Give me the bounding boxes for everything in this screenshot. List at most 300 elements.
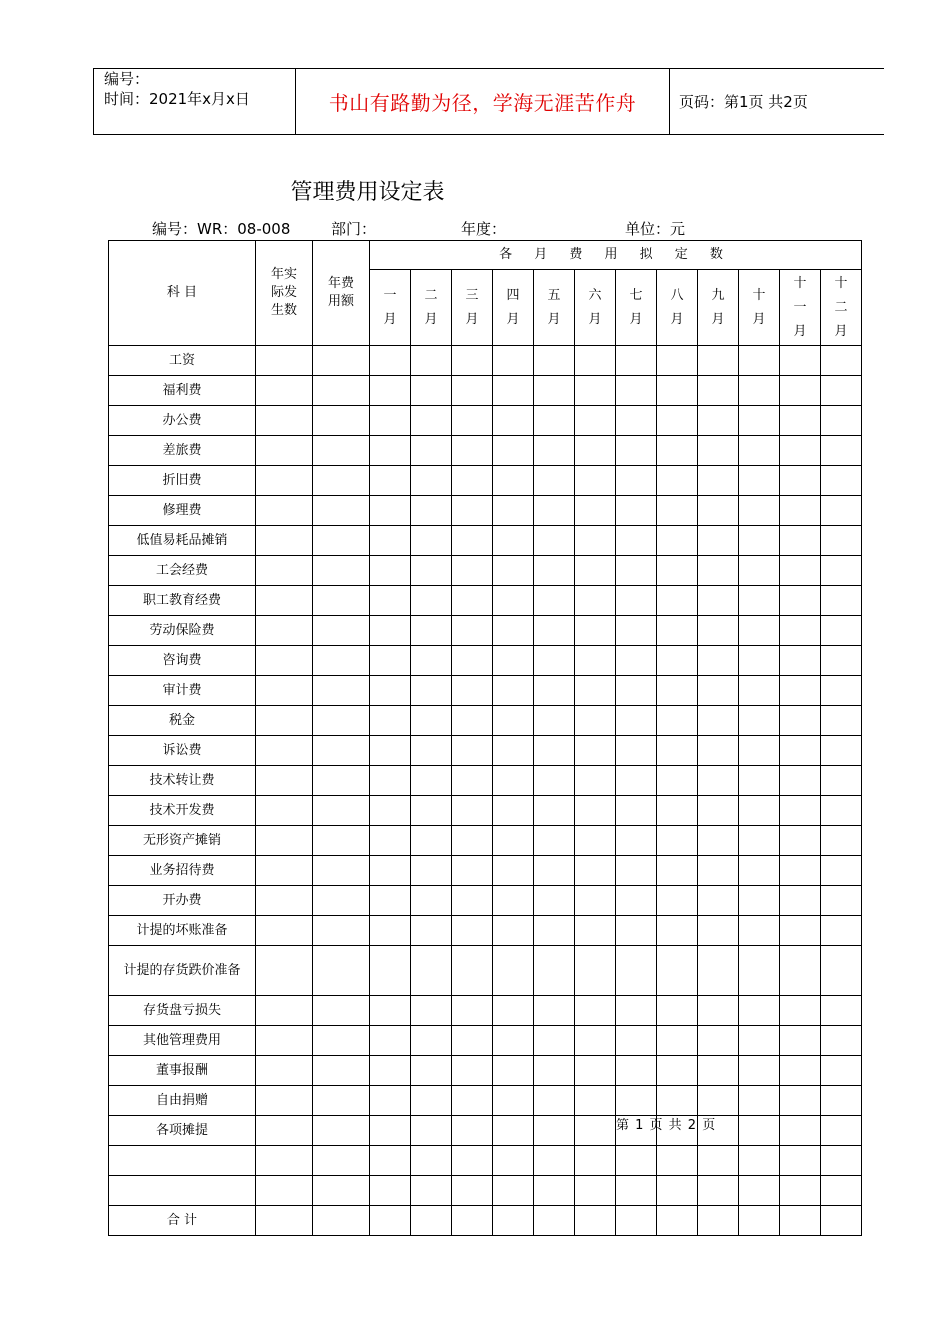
value-cell[interactable] xyxy=(657,1056,698,1086)
value-cell[interactable] xyxy=(370,466,411,496)
value-cell[interactable] xyxy=(698,1146,739,1176)
value-cell[interactable] xyxy=(411,406,452,436)
value-cell[interactable] xyxy=(534,706,575,736)
value-cell[interactable] xyxy=(821,706,862,736)
value-cell[interactable] xyxy=(313,616,370,646)
value-cell[interactable] xyxy=(493,646,534,676)
value-cell[interactable] xyxy=(821,996,862,1026)
value-cell[interactable] xyxy=(780,406,821,436)
value-cell[interactable] xyxy=(534,1176,575,1206)
value-cell[interactable] xyxy=(575,376,616,406)
value-cell[interactable] xyxy=(452,1026,493,1056)
value-cell[interactable] xyxy=(616,1146,657,1176)
value-cell[interactable] xyxy=(411,1146,452,1176)
value-cell[interactable] xyxy=(780,856,821,886)
value-cell[interactable] xyxy=(411,526,452,556)
value-cell[interactable] xyxy=(256,706,313,736)
value-cell[interactable] xyxy=(256,946,313,996)
value-cell[interactable] xyxy=(575,856,616,886)
value-cell[interactable] xyxy=(534,736,575,766)
value-cell[interactable] xyxy=(575,346,616,376)
value-cell[interactable] xyxy=(256,886,313,916)
value-cell[interactable] xyxy=(616,916,657,946)
value-cell[interactable] xyxy=(411,1176,452,1206)
value-cell[interactable] xyxy=(313,706,370,736)
value-cell[interactable] xyxy=(739,616,780,646)
value-cell[interactable] xyxy=(739,436,780,466)
value-cell[interactable] xyxy=(739,1146,780,1176)
value-cell[interactable] xyxy=(657,856,698,886)
value-cell[interactable] xyxy=(780,436,821,466)
value-cell[interactable] xyxy=(313,1116,370,1146)
value-cell[interactable] xyxy=(256,826,313,856)
value-cell[interactable] xyxy=(370,526,411,556)
value-cell[interactable] xyxy=(739,1056,780,1086)
value-cell[interactable] xyxy=(411,736,452,766)
value-cell[interactable] xyxy=(534,766,575,796)
value-cell[interactable] xyxy=(657,616,698,646)
value-cell[interactable] xyxy=(493,436,534,466)
value-cell[interactable] xyxy=(493,796,534,826)
value-cell[interactable] xyxy=(575,406,616,436)
value-cell[interactable] xyxy=(821,796,862,826)
value-cell[interactable] xyxy=(616,1086,657,1116)
value-cell[interactable] xyxy=(534,466,575,496)
value-cell[interactable] xyxy=(493,886,534,916)
value-cell[interactable] xyxy=(780,1026,821,1056)
value-cell[interactable] xyxy=(256,916,313,946)
value-cell[interactable] xyxy=(616,526,657,556)
value-cell[interactable] xyxy=(821,376,862,406)
value-cell[interactable] xyxy=(493,1086,534,1116)
value-cell[interactable] xyxy=(256,1086,313,1116)
value-cell[interactable] xyxy=(657,736,698,766)
value-cell[interactable] xyxy=(698,616,739,646)
value-cell[interactable] xyxy=(534,916,575,946)
value-cell[interactable] xyxy=(821,826,862,856)
value-cell[interactable] xyxy=(534,676,575,706)
value-cell[interactable] xyxy=(313,346,370,376)
value-cell[interactable] xyxy=(452,586,493,616)
value-cell[interactable] xyxy=(657,646,698,676)
value-cell[interactable] xyxy=(657,1176,698,1206)
value-cell[interactable] xyxy=(370,676,411,706)
value-cell[interactable] xyxy=(575,1116,616,1146)
value-cell[interactable] xyxy=(780,796,821,826)
value-cell[interactable] xyxy=(616,676,657,706)
value-cell[interactable] xyxy=(452,826,493,856)
value-cell[interactable] xyxy=(534,496,575,526)
value-cell[interactable] xyxy=(493,856,534,886)
value-cell[interactable] xyxy=(575,496,616,526)
value-cell[interactable] xyxy=(313,1146,370,1176)
value-cell[interactable] xyxy=(534,526,575,556)
value-cell[interactable] xyxy=(452,796,493,826)
value-cell[interactable] xyxy=(452,646,493,676)
value-cell[interactable] xyxy=(698,766,739,796)
value-cell[interactable] xyxy=(313,1176,370,1206)
value-cell[interactable] xyxy=(452,1116,493,1146)
value-cell[interactable] xyxy=(739,646,780,676)
value-cell[interactable] xyxy=(657,916,698,946)
value-cell[interactable] xyxy=(780,996,821,1026)
value-cell[interactable] xyxy=(616,1176,657,1206)
value-cell[interactable] xyxy=(256,436,313,466)
value-cell[interactable] xyxy=(534,1206,575,1236)
value-cell[interactable] xyxy=(534,1026,575,1056)
value-cell[interactable] xyxy=(780,916,821,946)
value-cell[interactable] xyxy=(698,796,739,826)
value-cell[interactable] xyxy=(411,826,452,856)
value-cell[interactable] xyxy=(493,526,534,556)
value-cell[interactable] xyxy=(698,1026,739,1056)
value-cell[interactable] xyxy=(411,916,452,946)
value-cell[interactable] xyxy=(780,1116,821,1146)
value-cell[interactable] xyxy=(780,1056,821,1086)
value-cell[interactable] xyxy=(657,706,698,736)
value-cell[interactable] xyxy=(411,946,452,996)
value-cell[interactable] xyxy=(313,946,370,996)
value-cell[interactable] xyxy=(739,466,780,496)
value-cell[interactable] xyxy=(493,466,534,496)
value-cell[interactable] xyxy=(657,826,698,856)
value-cell[interactable] xyxy=(313,466,370,496)
value-cell[interactable] xyxy=(256,1146,313,1176)
value-cell[interactable] xyxy=(370,1176,411,1206)
value-cell[interactable] xyxy=(780,616,821,646)
value-cell[interactable] xyxy=(780,526,821,556)
value-cell[interactable] xyxy=(534,346,575,376)
value-cell[interactable] xyxy=(616,586,657,616)
value-cell[interactable] xyxy=(370,1146,411,1176)
value-cell[interactable] xyxy=(452,736,493,766)
value-cell[interactable] xyxy=(821,1176,862,1206)
value-cell[interactable] xyxy=(313,436,370,466)
value-cell[interactable] xyxy=(534,996,575,1026)
value-cell[interactable] xyxy=(411,856,452,886)
value-cell[interactable] xyxy=(821,766,862,796)
value-cell[interactable] xyxy=(821,916,862,946)
value-cell[interactable] xyxy=(256,646,313,676)
value-cell[interactable] xyxy=(370,796,411,826)
value-cell[interactable] xyxy=(256,406,313,436)
value-cell[interactable] xyxy=(411,646,452,676)
value-cell[interactable] xyxy=(452,1206,493,1236)
value-cell[interactable] xyxy=(370,736,411,766)
value-cell[interactable] xyxy=(534,796,575,826)
value-cell[interactable] xyxy=(256,496,313,526)
value-cell[interactable] xyxy=(370,1056,411,1086)
value-cell[interactable] xyxy=(411,676,452,706)
value-cell[interactable] xyxy=(821,1116,862,1146)
value-cell[interactable] xyxy=(616,946,657,996)
value-cell[interactable] xyxy=(698,996,739,1026)
value-cell[interactable] xyxy=(821,646,862,676)
value-cell[interactable] xyxy=(411,466,452,496)
value-cell[interactable] xyxy=(313,1206,370,1236)
value-cell[interactable] xyxy=(411,346,452,376)
value-cell[interactable] xyxy=(739,856,780,886)
value-cell[interactable] xyxy=(575,1056,616,1086)
value-cell[interactable] xyxy=(698,376,739,406)
value-cell[interactable] xyxy=(256,556,313,586)
value-cell[interactable] xyxy=(493,916,534,946)
value-cell[interactable] xyxy=(452,526,493,556)
value-cell[interactable] xyxy=(370,376,411,406)
value-cell[interactable] xyxy=(657,796,698,826)
value-cell[interactable] xyxy=(739,826,780,856)
value-cell[interactable] xyxy=(575,706,616,736)
value-cell[interactable] xyxy=(698,1206,739,1236)
value-cell[interactable] xyxy=(821,856,862,886)
value-cell[interactable] xyxy=(616,856,657,886)
value-cell[interactable] xyxy=(780,376,821,406)
value-cell[interactable] xyxy=(370,826,411,856)
value-cell[interactable] xyxy=(575,436,616,466)
value-cell[interactable] xyxy=(575,1176,616,1206)
value-cell[interactable] xyxy=(575,1206,616,1236)
value-cell[interactable] xyxy=(534,1086,575,1116)
value-cell[interactable] xyxy=(698,706,739,736)
value-cell[interactable] xyxy=(256,1206,313,1236)
value-cell[interactable] xyxy=(780,1206,821,1236)
value-cell[interactable] xyxy=(698,676,739,706)
value-cell[interactable] xyxy=(821,616,862,646)
value-cell[interactable] xyxy=(821,886,862,916)
value-cell[interactable] xyxy=(493,1176,534,1206)
value-cell[interactable] xyxy=(739,676,780,706)
value-cell[interactable] xyxy=(575,916,616,946)
value-cell[interactable] xyxy=(821,556,862,586)
value-cell[interactable] xyxy=(452,886,493,916)
value-cell[interactable] xyxy=(313,736,370,766)
value-cell[interactable] xyxy=(411,886,452,916)
value-cell[interactable] xyxy=(313,856,370,886)
value-cell[interactable] xyxy=(821,736,862,766)
value-cell[interactable] xyxy=(780,346,821,376)
value-cell[interactable] xyxy=(370,916,411,946)
value-cell[interactable] xyxy=(411,616,452,646)
value-cell[interactable] xyxy=(616,436,657,466)
value-cell[interactable] xyxy=(780,1176,821,1206)
value-cell[interactable] xyxy=(698,466,739,496)
value-cell[interactable] xyxy=(256,796,313,826)
value-cell[interactable] xyxy=(411,1026,452,1056)
value-cell[interactable] xyxy=(575,616,616,646)
value-cell[interactable] xyxy=(698,346,739,376)
value-cell[interactable] xyxy=(370,1206,411,1236)
value-cell[interactable] xyxy=(698,556,739,586)
value-cell[interactable] xyxy=(739,736,780,766)
value-cell[interactable] xyxy=(256,616,313,646)
value-cell[interactable] xyxy=(534,436,575,466)
value-cell[interactable] xyxy=(370,436,411,466)
value-cell[interactable] xyxy=(452,996,493,1026)
value-cell[interactable] xyxy=(452,616,493,646)
value-cell[interactable] xyxy=(698,646,739,676)
value-cell[interactable] xyxy=(821,436,862,466)
value-cell[interactable] xyxy=(313,916,370,946)
value-cell[interactable] xyxy=(780,1086,821,1116)
value-cell[interactable] xyxy=(821,1056,862,1086)
value-cell[interactable] xyxy=(780,886,821,916)
value-cell[interactable] xyxy=(575,996,616,1026)
value-cell[interactable] xyxy=(616,376,657,406)
value-cell[interactable] xyxy=(370,766,411,796)
value-cell[interactable] xyxy=(534,1146,575,1176)
value-cell[interactable] xyxy=(313,1026,370,1056)
value-cell[interactable] xyxy=(370,406,411,436)
value-cell[interactable] xyxy=(698,1176,739,1206)
value-cell[interactable] xyxy=(698,946,739,996)
value-cell[interactable] xyxy=(256,676,313,706)
value-cell[interactable] xyxy=(256,346,313,376)
value-cell[interactable] xyxy=(657,676,698,706)
value-cell[interactable] xyxy=(821,496,862,526)
value-cell[interactable] xyxy=(575,886,616,916)
value-cell[interactable] xyxy=(256,1026,313,1056)
value-cell[interactable] xyxy=(780,706,821,736)
value-cell[interactable] xyxy=(370,1086,411,1116)
value-cell[interactable] xyxy=(370,1116,411,1146)
value-cell[interactable] xyxy=(780,1146,821,1176)
value-cell[interactable] xyxy=(493,766,534,796)
value-cell[interactable] xyxy=(698,496,739,526)
value-cell[interactable] xyxy=(821,1086,862,1116)
value-cell[interactable] xyxy=(575,1026,616,1056)
value-cell[interactable] xyxy=(534,646,575,676)
value-cell[interactable] xyxy=(821,586,862,616)
value-cell[interactable] xyxy=(739,1026,780,1056)
value-cell[interactable] xyxy=(256,1056,313,1086)
value-cell[interactable] xyxy=(534,1116,575,1146)
value-cell[interactable] xyxy=(616,406,657,436)
value-cell[interactable] xyxy=(313,676,370,706)
value-cell[interactable] xyxy=(575,556,616,586)
value-cell[interactable] xyxy=(780,766,821,796)
value-cell[interactable] xyxy=(616,496,657,526)
value-cell[interactable] xyxy=(313,496,370,526)
value-cell[interactable] xyxy=(698,1086,739,1116)
value-cell[interactable] xyxy=(452,916,493,946)
value-cell[interactable] xyxy=(493,676,534,706)
value-cell[interactable] xyxy=(452,1146,493,1176)
value-cell[interactable] xyxy=(657,406,698,436)
value-cell[interactable] xyxy=(780,496,821,526)
value-cell[interactable] xyxy=(411,376,452,406)
value-cell[interactable] xyxy=(821,1206,862,1236)
value-cell[interactable] xyxy=(452,1176,493,1206)
value-cell[interactable] xyxy=(452,346,493,376)
value-cell[interactable] xyxy=(452,376,493,406)
value-cell[interactable] xyxy=(739,586,780,616)
value-cell[interactable] xyxy=(452,436,493,466)
value-cell[interactable] xyxy=(411,766,452,796)
value-cell[interactable] xyxy=(411,1116,452,1146)
value-cell[interactable] xyxy=(534,586,575,616)
value-cell[interactable] xyxy=(256,466,313,496)
value-cell[interactable] xyxy=(739,916,780,946)
value-cell[interactable] xyxy=(616,616,657,646)
value-cell[interactable] xyxy=(616,1026,657,1056)
value-cell[interactable] xyxy=(698,1056,739,1086)
value-cell[interactable] xyxy=(657,466,698,496)
value-cell[interactable] xyxy=(313,526,370,556)
value-cell[interactable] xyxy=(698,526,739,556)
value-cell[interactable] xyxy=(575,796,616,826)
value-cell[interactable] xyxy=(370,856,411,886)
value-cell[interactable] xyxy=(493,946,534,996)
value-cell[interactable] xyxy=(534,556,575,586)
value-cell[interactable] xyxy=(493,826,534,856)
value-cell[interactable] xyxy=(256,1176,313,1206)
value-cell[interactable] xyxy=(452,856,493,886)
value-cell[interactable] xyxy=(698,886,739,916)
value-cell[interactable] xyxy=(256,376,313,406)
value-cell[interactable] xyxy=(657,996,698,1026)
value-cell[interactable] xyxy=(780,946,821,996)
value-cell[interactable] xyxy=(493,1056,534,1086)
value-cell[interactable] xyxy=(616,766,657,796)
value-cell[interactable] xyxy=(657,1206,698,1236)
value-cell[interactable] xyxy=(657,586,698,616)
value-cell[interactable] xyxy=(313,376,370,406)
value-cell[interactable] xyxy=(370,556,411,586)
value-cell[interactable] xyxy=(575,766,616,796)
value-cell[interactable] xyxy=(534,406,575,436)
value-cell[interactable] xyxy=(657,496,698,526)
value-cell[interactable] xyxy=(370,886,411,916)
value-cell[interactable] xyxy=(256,766,313,796)
value-cell[interactable] xyxy=(657,1086,698,1116)
value-cell[interactable] xyxy=(739,706,780,736)
value-cell[interactable] xyxy=(370,1026,411,1056)
value-cell[interactable] xyxy=(575,1146,616,1176)
value-cell[interactable] xyxy=(313,796,370,826)
value-cell[interactable] xyxy=(256,586,313,616)
value-cell[interactable] xyxy=(534,946,575,996)
value-cell[interactable] xyxy=(370,946,411,996)
value-cell[interactable] xyxy=(657,436,698,466)
value-cell[interactable] xyxy=(493,586,534,616)
value-cell[interactable] xyxy=(452,706,493,736)
value-cell[interactable] xyxy=(534,1056,575,1086)
value-cell[interactable] xyxy=(534,826,575,856)
value-cell[interactable] xyxy=(698,826,739,856)
value-cell[interactable] xyxy=(657,1026,698,1056)
value-cell[interactable] xyxy=(780,466,821,496)
value-cell[interactable] xyxy=(821,676,862,706)
value-cell[interactable] xyxy=(780,826,821,856)
value-cell[interactable] xyxy=(452,946,493,996)
value-cell[interactable] xyxy=(534,886,575,916)
value-cell[interactable] xyxy=(493,736,534,766)
value-cell[interactable] xyxy=(739,946,780,996)
value-cell[interactable] xyxy=(821,1146,862,1176)
value-cell[interactable] xyxy=(534,616,575,646)
value-cell[interactable] xyxy=(821,346,862,376)
value-cell[interactable] xyxy=(452,556,493,586)
value-cell[interactable] xyxy=(493,1026,534,1056)
value-cell[interactable] xyxy=(780,586,821,616)
value-cell[interactable] xyxy=(493,1206,534,1236)
value-cell[interactable] xyxy=(411,1086,452,1116)
value-cell[interactable] xyxy=(575,946,616,996)
value-cell[interactable] xyxy=(313,1086,370,1116)
value-cell[interactable] xyxy=(313,766,370,796)
value-cell[interactable] xyxy=(739,1176,780,1206)
value-cell[interactable] xyxy=(821,406,862,436)
